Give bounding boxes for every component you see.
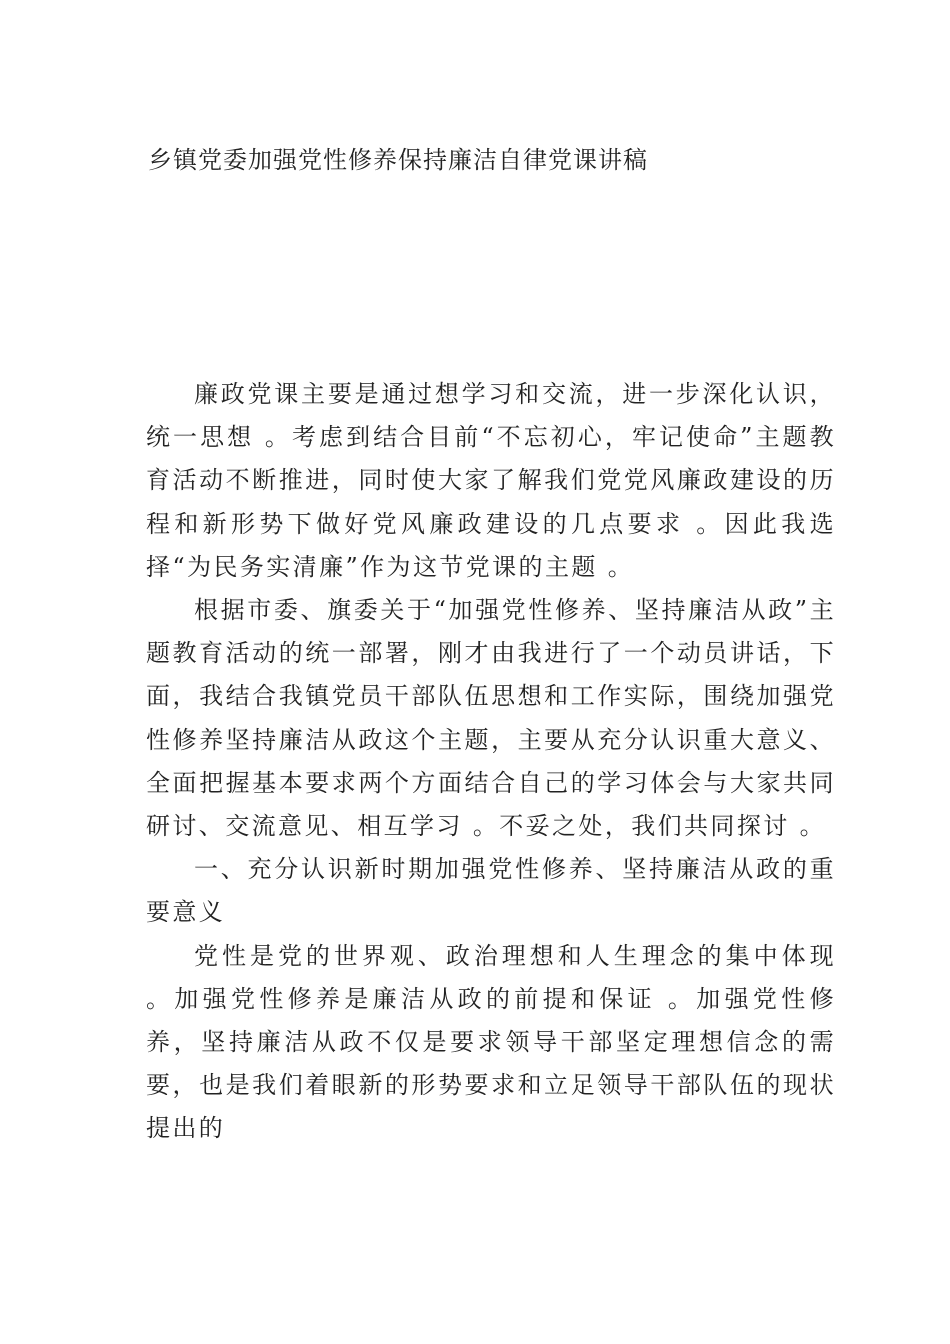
section-heading-one: 一、充分认识新时期加强党性修养、坚持廉洁从政的重要意义 [146, 855, 836, 927]
paragraph-background: 根据市委、旗委关于“加强党性修养、坚持廉洁从政”主题教育活动的统一部署，刚才由我进行了一个动员讲话，下面，我结合我镇党员干部队伍思想和工作实际，围绕加强党性修养坚持廉洁从政这个主题，主要从充分认识重大意义、全面把握基本要求两个方面结合自己的学习体会与大家共同研讨、交流意见、相互学习 。不妥之处，我们共同探讨 。 [146, 596, 836, 841]
document-body [146, 373, 836, 1151]
paragraph-party-spirit: 党性是党的世界观、政治理想和人生理念的集中体现 。加强党性修养是廉洁从政的前提和保证 。加强党性修养，坚持廉洁从政不仅是要求领导干部坚定理想信念的需要，也是我们着眼新的形势要求和立足领导干部队伍的现状提出的 [146, 941, 836, 1143]
paragraph-intro: 廉政党课主要是通过想学习和交流，进一步深化认识，统一思想 。考虑到结合目前“不忘初心，牢记使命”主题教育活动不断推进，同时使大家了解我们党党风廉政建设的历程和新形势下做好党风廉政建设的几点要求 。因此我选择“为民务实清廉”作为这节党课的主题 。 [146, 380, 836, 581]
document-title: 乡镇党委加强党性修养保持廉洁自律党课讲稿 [148, 146, 648, 174]
